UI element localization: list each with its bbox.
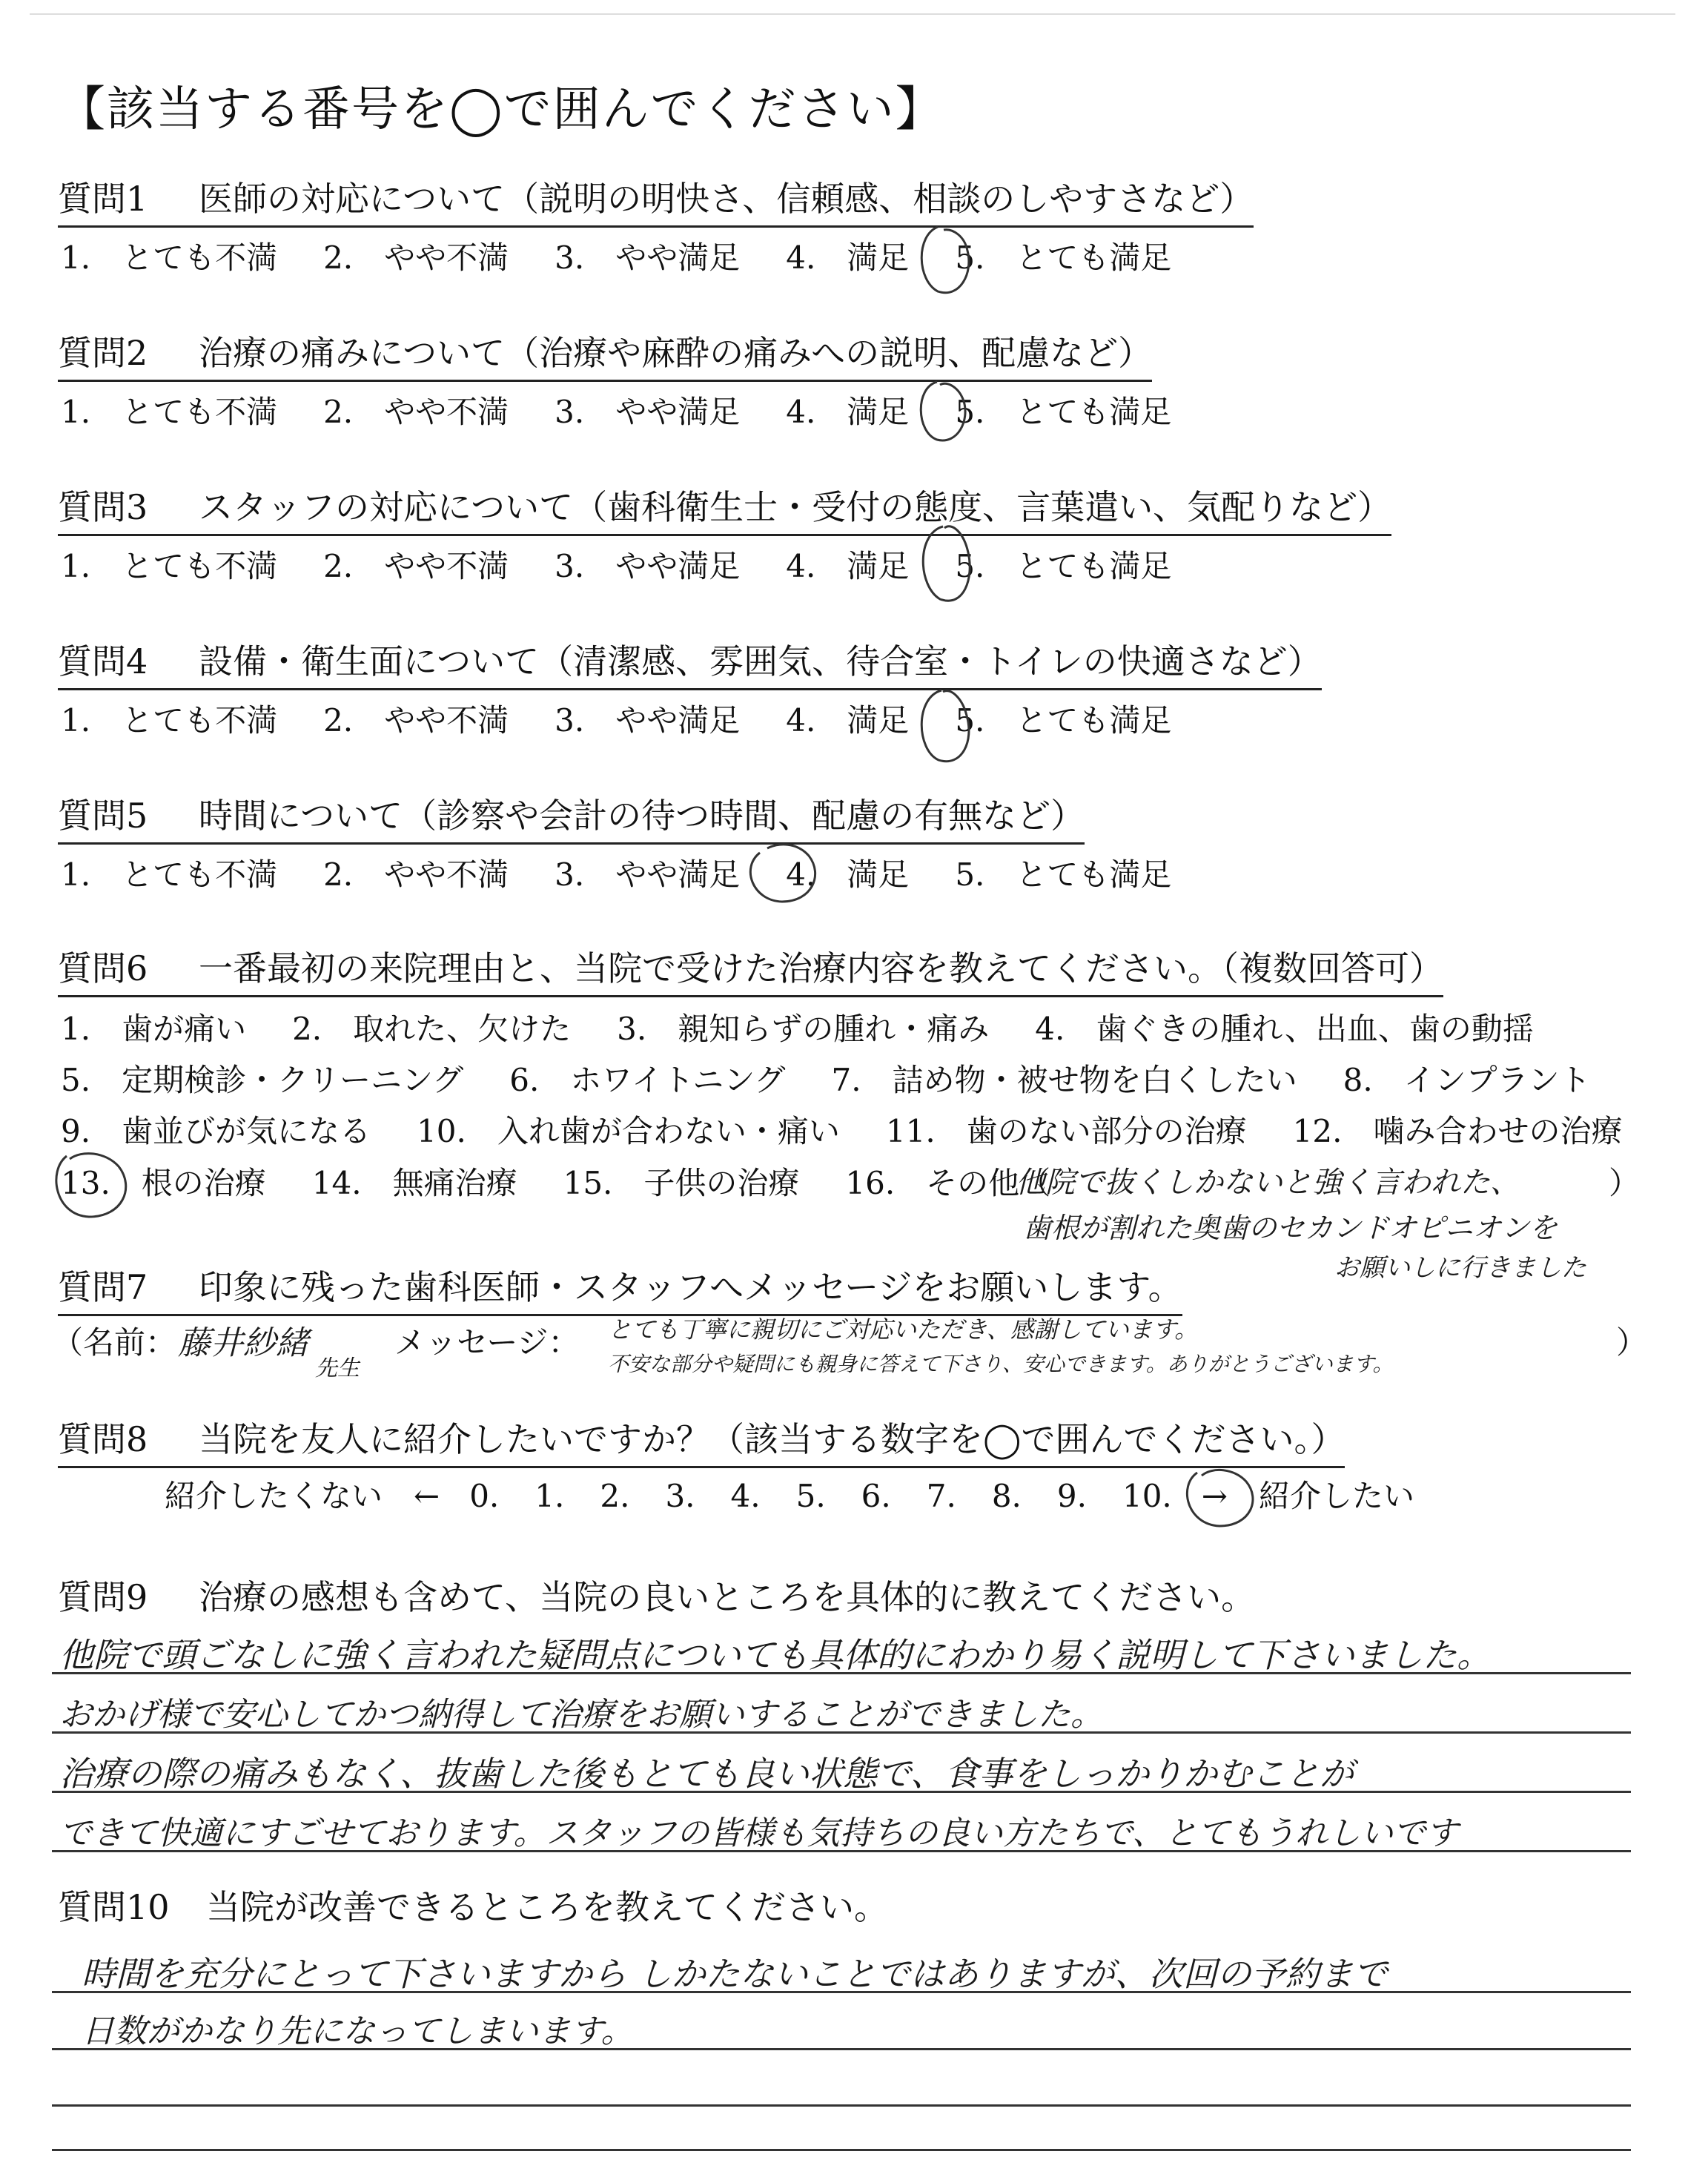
option-4[interactable]: 4. 満足 bbox=[786, 240, 910, 276]
q6-option[interactable]: 12. 噛み合わせの治療 bbox=[1292, 1113, 1623, 1149]
question-number: 質問10 bbox=[58, 1887, 170, 1927]
q6-option[interactable]: 8. インプラント bbox=[1343, 1062, 1591, 1098]
q9-answer-line-1[interactable]: 他院で頭ごなしに強く言われた疑問点についても具体的にわかり易く説明して下さいました。 bbox=[59, 1635, 1492, 1675]
q6-option[interactable]: 7. 詰め物・被せ物を白くしたい bbox=[831, 1062, 1297, 1098]
q8-number[interactable]: 10. bbox=[1122, 1478, 1172, 1514]
q9-answer-line-3[interactable]: 治療の際の痛みもなく、抜歯した後もとても良い状態で、食事をしっかりかむことが bbox=[59, 1754, 1354, 1794]
question-number: 質問7 bbox=[58, 1267, 148, 1307]
q8-number[interactable]: 0. bbox=[469, 1478, 500, 1514]
answer-options-q4 bbox=[61, 696, 1217, 741]
question-text: 当院が改善できるところを教えてください。 bbox=[206, 1887, 888, 1927]
q9-answer-line-2[interactable]: おかげ様で安心してかつ納得して治療をお願いすることができました。 bbox=[59, 1696, 1103, 1734]
q7-message-line-1[interactable]: とても丁寧に親切にご対応いただき、感謝しています。 bbox=[608, 1315, 1199, 1344]
q6-options-row-4 bbox=[61, 1159, 1050, 1203]
q6-option[interactable]: 4. 歯ぐきの腫れ、出血、歯の動揺 bbox=[1035, 1011, 1534, 1047]
option-5[interactable]: 5. とても満足 bbox=[955, 548, 1172, 584]
option-2[interactable]: 2. やや不満 bbox=[323, 856, 509, 893]
question-text: 印象に残った歯科医師・スタッフへメッセージをお願いします。 bbox=[199, 1267, 1182, 1307]
option-2[interactable]: 2. やや不満 bbox=[323, 394, 509, 430]
question-9 bbox=[58, 1571, 1255, 1619]
option-5[interactable]: 5. とても満足 bbox=[955, 240, 1172, 276]
option-5[interactable]: 5. とても満足 bbox=[955, 702, 1172, 739]
q8-number[interactable]: 9. bbox=[1056, 1478, 1087, 1514]
q6-option[interactable]: 15. 子供の治療 bbox=[563, 1165, 800, 1201]
q6-options-row-1 bbox=[61, 1005, 1580, 1049]
question-2 bbox=[58, 326, 1152, 382]
question-text: 設備・衛生面について（清潔感、雰囲気、待合室・トイレの快適さなど） bbox=[199, 641, 1322, 681]
option-2[interactable]: 2. やや不満 bbox=[323, 548, 509, 584]
option-1[interactable]: 1. とても不満 bbox=[61, 548, 278, 584]
q8-number[interactable]: 6. bbox=[861, 1478, 891, 1514]
option-1[interactable]: 1. とても不満 bbox=[61, 240, 278, 276]
q7-message-label: メッセージ： bbox=[394, 1324, 580, 1361]
question-8 bbox=[58, 1413, 1345, 1468]
option-3[interactable]: 3. やや満足 bbox=[555, 394, 741, 430]
q8-right-label: → 紹介したい bbox=[1201, 1478, 1414, 1514]
question-number: 質問3 bbox=[58, 487, 148, 527]
question-number: 質問1 bbox=[58, 179, 148, 219]
option-4[interactable]: 4. 満足 bbox=[786, 856, 910, 893]
q8-left-label: 紹介したくない ← bbox=[165, 1478, 440, 1514]
question-number: 質問8 bbox=[58, 1419, 148, 1459]
q8-number[interactable]: 4. bbox=[730, 1478, 761, 1514]
handwritten-circle-q6 bbox=[44, 1146, 148, 1227]
q6-option[interactable]: 3. 親知らずの腫れ・痛み bbox=[617, 1011, 990, 1047]
question-number: 質問5 bbox=[58, 796, 148, 836]
question-number: 質問6 bbox=[58, 948, 148, 988]
question-text: スタッフの対応について（歯科衛生士・受付の態度、言葉遣い、気配りなど） bbox=[199, 487, 1392, 527]
q6-option[interactable]: 2. 取れた、欠けた bbox=[292, 1011, 572, 1047]
answer-options-q1 bbox=[61, 234, 1217, 278]
option-3[interactable]: 3. やや満足 bbox=[555, 548, 741, 584]
scan-edge bbox=[30, 13, 1675, 15]
question-10 bbox=[58, 1880, 888, 1929]
q10-answer-line-1[interactable]: 時間を充分にとって下さいますから しかたないことではありますが、次回の予約まで bbox=[82, 1954, 1388, 1994]
q9-answer-line-4[interactable]: できて快適にすごせております。スタッフの皆様も気持ちの良い方たちで、とてもうれしいです bbox=[59, 1814, 1459, 1852]
option-2[interactable]: 2. やや不満 bbox=[323, 702, 509, 739]
option-4[interactable]: 4. 満足 bbox=[786, 548, 910, 584]
q6-other-note-line-2: 歯根が割れた奥歯のセカンドオピニオンを bbox=[1023, 1212, 1558, 1244]
handwritten-circle-q5 bbox=[738, 830, 834, 912]
answer-line bbox=[52, 2104, 1631, 2107]
question-4 bbox=[58, 635, 1322, 690]
answer-options-q3 bbox=[61, 542, 1217, 587]
question-3 bbox=[58, 480, 1391, 536]
option-4[interactable]: 4. 満足 bbox=[786, 394, 910, 430]
q6-other-close: ） bbox=[1609, 1165, 1641, 1201]
question-text: 治療の感想も含めて、当院の良いところを具体的に教えてください。 bbox=[199, 1577, 1256, 1617]
q7-name-value[interactable]: 藤井紗緒 bbox=[178, 1324, 308, 1362]
question-number: 質問9 bbox=[58, 1577, 148, 1617]
q6-other-note-line-1: 他院で抜くしかないと強く言われた、 bbox=[1016, 1166, 1520, 1200]
answer-options-q5 bbox=[61, 851, 1217, 895]
question-text: 当院を友人に紹介したいですか？（該当する数字を◯で囲んでください。） bbox=[199, 1419, 1345, 1459]
option-5[interactable]: 5. とても満足 bbox=[955, 394, 1172, 430]
question-number: 質問2 bbox=[58, 333, 148, 373]
q8-number[interactable]: 7. bbox=[926, 1478, 956, 1514]
q7-message-line-2[interactable]: 不安な部分や疑問にも親身に答えて下さり、安心できます。ありがとうございます。 bbox=[608, 1352, 1394, 1376]
q6-option[interactable]: 13. 根の治療 bbox=[61, 1165, 266, 1201]
q8-number[interactable]: 1. bbox=[534, 1478, 565, 1514]
answer-line bbox=[52, 2149, 1631, 2151]
option-4[interactable]: 4. 満足 bbox=[786, 702, 910, 739]
option-1[interactable]: 1. とても不満 bbox=[61, 702, 278, 739]
option-3[interactable]: 3. やや満足 bbox=[555, 702, 741, 739]
q6-option[interactable]: 6. ホワイトニング bbox=[509, 1062, 786, 1098]
answer-options-q2 bbox=[61, 388, 1217, 432]
option-5[interactable]: 5. とても満足 bbox=[955, 856, 1172, 893]
question-text: 治療の痛みについて（治療や麻酔の痛みへの説明、配慮など） bbox=[199, 333, 1153, 373]
handwritten-circle-q8 bbox=[1175, 1461, 1264, 1535]
question-text: 医師の対応について（説明の明快さ、信頼感、相談のしやすさなど） bbox=[199, 179, 1254, 219]
q6-option[interactable]: 11. 歯のない部分の治療 bbox=[885, 1113, 1247, 1149]
question-7 bbox=[58, 1261, 1182, 1316]
handwritten-circle-q3 bbox=[906, 512, 995, 615]
q8-number[interactable]: 8. bbox=[991, 1478, 1022, 1514]
q8-number[interactable]: 2. bbox=[600, 1478, 630, 1514]
page-title: 【該当する番号を◯で囲んでください】 bbox=[58, 82, 944, 137]
q6-option[interactable]: 14. 無痛治療 bbox=[311, 1165, 517, 1201]
q8-number[interactable]: 5. bbox=[795, 1478, 826, 1514]
handwritten-circle-q1 bbox=[908, 221, 997, 303]
question-text: 時間について（診察や会計の待つ時間、配慮の有無など） bbox=[199, 796, 1085, 836]
q6-options-row-3 bbox=[61, 1107, 1668, 1152]
q6-option[interactable]: 5. 定期検診・クリーニング bbox=[61, 1062, 464, 1098]
option-3[interactable]: 3. やや満足 bbox=[555, 240, 741, 276]
option-1[interactable]: 1. とても不満 bbox=[61, 394, 278, 430]
option-3[interactable]: 3. やや満足 bbox=[555, 856, 741, 893]
q6-other-note-line-3: お願いしに行きました bbox=[1334, 1253, 1586, 1283]
q6-option[interactable]: 10. 入れ歯が合わない・痛い bbox=[417, 1113, 840, 1149]
question-1 bbox=[58, 172, 1254, 228]
q6-options-row-2 bbox=[61, 1056, 1637, 1100]
q7-close-paren: ） bbox=[1616, 1324, 1648, 1361]
q10-answer-line-2[interactable]: 日数がかなり先になってしまいます。 bbox=[82, 2012, 634, 2050]
question-5 bbox=[58, 789, 1085, 845]
handwritten-circle-q2 bbox=[906, 374, 995, 449]
q6-option[interactable]: 9. 歯並びが気になる bbox=[61, 1113, 371, 1149]
question-number: 質問4 bbox=[58, 641, 148, 681]
q6-option-other[interactable]: 16. その他（ bbox=[845, 1165, 1051, 1201]
option-2[interactable]: 2. やや不満 bbox=[323, 240, 509, 276]
question-text: 一番最初の来院理由と、当院で受けた治療内容を教えてください。（複数回答可） bbox=[199, 948, 1443, 988]
option-1[interactable]: 1. とても不満 bbox=[61, 856, 278, 893]
q6-option[interactable]: 1. 歯が痛い bbox=[61, 1011, 247, 1047]
q8-number[interactable]: 3. bbox=[665, 1478, 695, 1514]
question-6 bbox=[58, 942, 1443, 997]
handwritten-circle-q4 bbox=[906, 678, 995, 775]
q7-name-suffix: 先生 bbox=[315, 1355, 360, 1381]
q7-name-label: （名前： bbox=[52, 1324, 177, 1361]
